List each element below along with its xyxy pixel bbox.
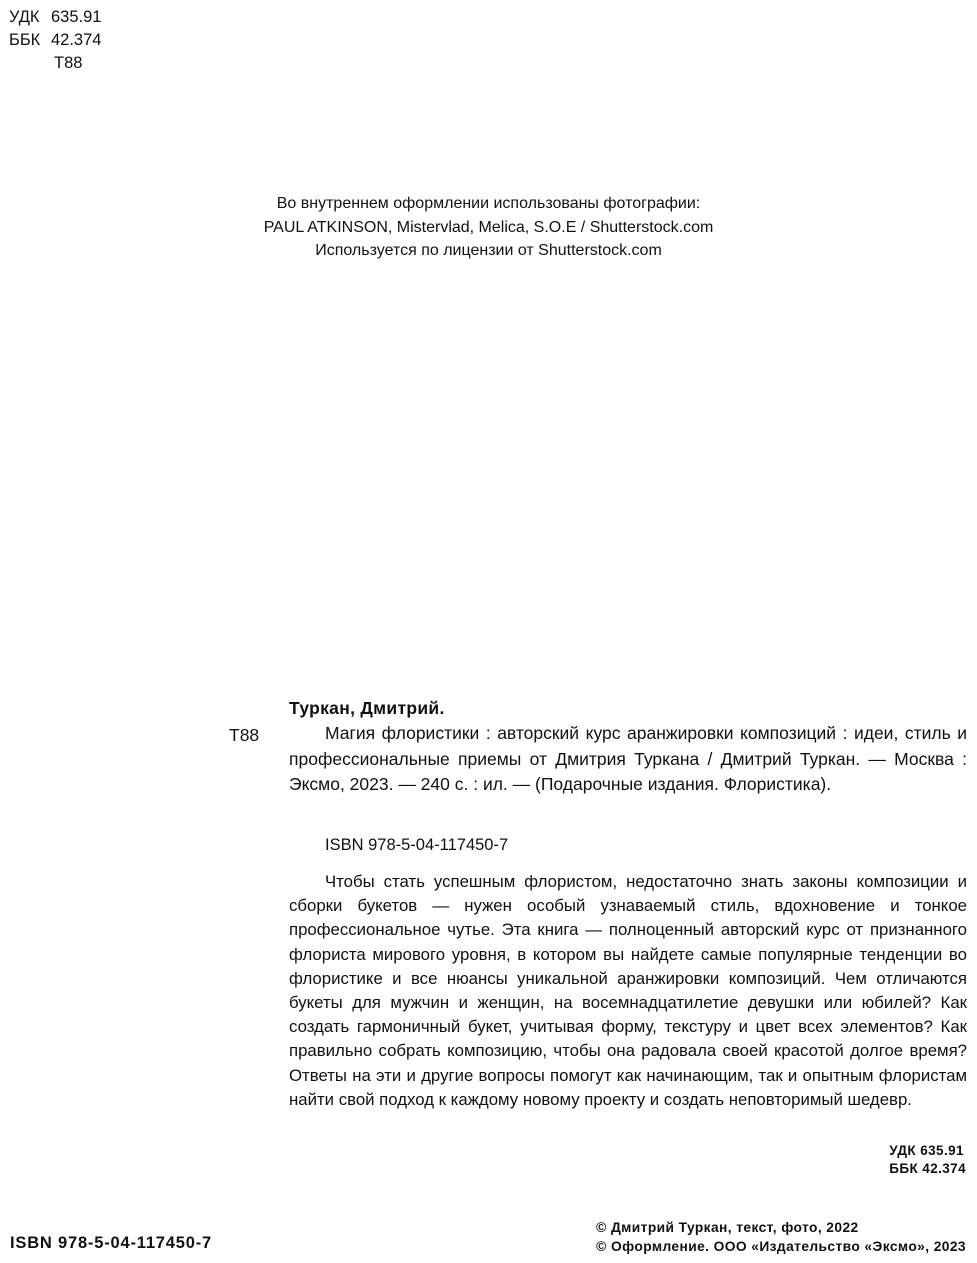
bib-isbn: ISBN 978-5-04-117450-7: [325, 836, 509, 854]
annotation: Чтобы стать успешным флористом, недостаточно знать законы композиции и сборки букетов — нужен особый узнаваемый стиль, вдохновение и тонкое профессиональное чутье. Эта книга — полноценный авторский курс от признанного флориста мирового уровня, в котором вы найдете самые популярные тенденции во флористике и все нюансы уникальной аранжировки композиций. Чем отличаются букеты для мужчин и женщин, на восемнадцатилетие девушки или юбилей? Как создать гармоничный букет, учитывая форму, текстуру и цвет всех элементов? Как правильно собрать композицию, чтобы она радовала своей красотой долгое время? Ответы на эти и другие вопросы помогут как начинающим, так и опытным флористам найти свой подход к каждому новому проекту и создать неповторимый шедевр.: [289, 872, 967, 1109]
photo-credits-line-1: Во внутреннем оформлении использованы фотографии:: [276, 195, 701, 212]
copyright-design: © Оформление. ООО «Издательство «Эксмо», 2023: [596, 1239, 966, 1254]
photo-credits-line-3: Используется по лицензии от Shutterstock.com: [315, 242, 662, 259]
copyright-block: [596, 1218, 966, 1256]
bbk-label: ББК: [9, 31, 41, 49]
bib-author: Туркан, Дмитрий.: [289, 698, 445, 718]
udk-value: 635.91: [51, 8, 102, 26]
udk-bottom: УДК 635.91: [889, 1143, 964, 1158]
classification-codes-bottom: [889, 1142, 966, 1178]
bbk-value: 42.374: [51, 31, 102, 49]
udk-row: [9, 6, 101, 29]
copyright-text: © Дмитрий Туркан, текст, фото, 2022: [596, 1220, 859, 1235]
bib-author-mark: Т88: [229, 725, 260, 745]
photo-credits-line-2: PAUL ATKINSON, Mistervlad, Melica, S.O.E / Shutterstock.com: [263, 218, 714, 236]
udk-label: УДК: [9, 8, 40, 26]
author-mark-top: Т88: [54, 54, 83, 72]
photo-credits: [0, 192, 977, 263]
footer-isbn: ISBN 978-5-04-117450-7: [10, 1234, 212, 1252]
bbk-bottom: ББК 42.374: [889, 1161, 966, 1176]
bib-description: Магия флористики : авторский курс аранжировки композиций : идеи, стиль и профессиональные приемы от Дмитрия Туркана / Дмитрий Туркан. — Москва : Эксмо, 2023. — 240 с. : ил. — (Подарочные издания. Флористика).: [289, 723, 967, 794]
classification-codes-top: [9, 6, 101, 75]
bbk-row: [9, 29, 101, 52]
